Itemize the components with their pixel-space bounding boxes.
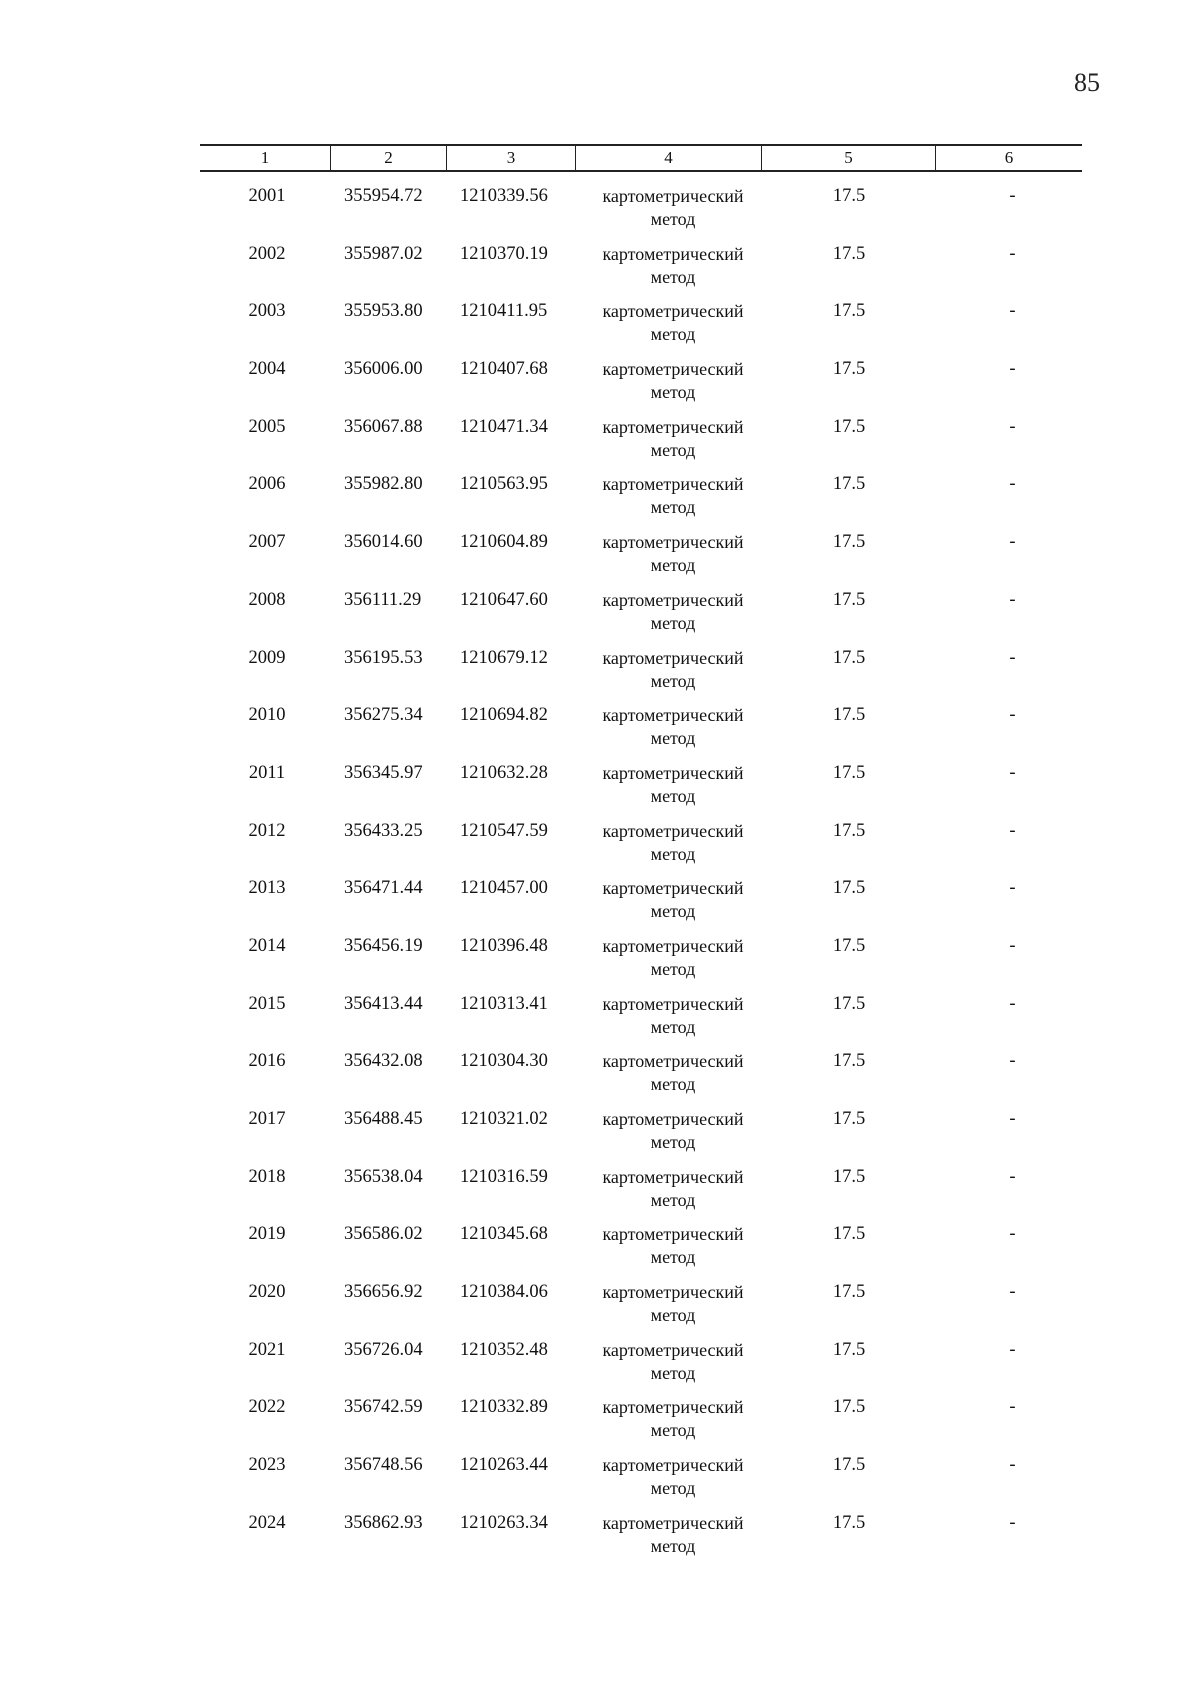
table-row (200, 1050, 1082, 1108)
table-row (200, 531, 1082, 589)
table-row (200, 877, 1082, 935)
header-col-2: 2 (330, 146, 446, 170)
table-row (200, 589, 1082, 647)
method-line-2: метод (650, 209, 696, 229)
accuracy: 17.5 (832, 1512, 866, 1533)
method-line-2: метод (650, 670, 696, 691)
coord-x: 356413.44 (344, 993, 423, 1014)
coord-x: 356014.60 (344, 532, 423, 553)
method-line-1: картометрический (602, 416, 744, 437)
table-row (200, 473, 1082, 531)
accuracy: 17.5 (832, 1339, 866, 1360)
point-id: 2011 (248, 762, 286, 783)
table-row (200, 820, 1082, 878)
page-number: 85 (1074, 68, 1100, 97)
coord-y: 1210604.89 (460, 532, 548, 553)
method-line-2: метод (650, 1420, 696, 1441)
method (575, 877, 761, 935)
accuracy: 17.5 (832, 705, 866, 726)
note: - (1009, 1339, 1016, 1360)
point-id: 2022 (248, 1397, 286, 1418)
coord-y: 1210345.68 (460, 1224, 548, 1245)
point-id: 2024 (248, 1512, 286, 1533)
coord-y: 1210411.95 (460, 301, 548, 322)
header-col-4: 4 (575, 146, 761, 170)
note: - (1009, 1455, 1016, 1476)
method-line-2: метод (650, 1535, 696, 1556)
method-line-1: картометрический (602, 474, 744, 495)
table-row (200, 704, 1082, 762)
coord-y: 1210396.48 (460, 935, 548, 956)
note: - (1009, 878, 1016, 899)
accuracy: 17.5 (832, 243, 866, 264)
point-id: 2017 (248, 1109, 286, 1129)
note: - (1009, 186, 1016, 206)
coord-y: 1210263.44 (460, 1455, 548, 1476)
point-id: 2018 (248, 1166, 286, 1187)
note: - (1009, 820, 1016, 841)
point-id: 2010 (248, 705, 286, 726)
note: - (1009, 762, 1016, 783)
accuracy: 17.5 (832, 1282, 866, 1303)
method-line-1: картометрический (602, 878, 744, 899)
method (575, 243, 761, 301)
table-row (200, 1223, 1082, 1281)
method-line-2: метод (650, 439, 696, 460)
method (575, 300, 761, 358)
coord-x: 356471.44 (344, 878, 423, 899)
accuracy: 17.5 (832, 1166, 866, 1187)
method-line-2: метод (650, 1132, 696, 1152)
table-row (200, 1454, 1082, 1512)
note: - (1009, 359, 1016, 380)
table-row (200, 762, 1082, 820)
accuracy: 17.5 (832, 1455, 866, 1476)
method-line-1: картометрический (602, 762, 744, 783)
method-line-1: картометрический (602, 705, 744, 726)
coord-y: 1210352.48 (460, 1339, 548, 1360)
coord-x: 355987.02 (344, 243, 423, 264)
method (575, 416, 761, 474)
accuracy: 17.5 (832, 1397, 866, 1418)
method-line-1: картометрический (602, 1282, 744, 1303)
table-row (200, 647, 1082, 705)
table-row (200, 243, 1082, 301)
header-col-3: 3 (446, 146, 575, 170)
note: - (1009, 301, 1016, 322)
method-line-2: метод (650, 497, 696, 518)
accuracy: 17.5 (832, 474, 866, 495)
note: - (1009, 935, 1016, 956)
method-line-1: картометрический (602, 820, 744, 841)
method (575, 820, 761, 878)
note: - (1009, 1224, 1016, 1245)
method (575, 1281, 761, 1339)
note: - (1009, 243, 1016, 264)
method-line-2: метод (650, 901, 696, 922)
method (575, 1396, 761, 1454)
point-id: 2014 (248, 935, 286, 956)
method-line-1: картометрический (602, 301, 744, 322)
coord-y: 1210370.19 (460, 243, 548, 264)
note: - (1009, 532, 1016, 553)
method-line-2: метод (650, 1305, 696, 1326)
note: - (1009, 993, 1016, 1014)
coord-x: 356433.25 (344, 820, 423, 841)
point-id: 2016 (248, 1051, 286, 1072)
coord-y: 1210457.00 (460, 878, 548, 899)
method-line-2: метод (650, 1478, 696, 1499)
coord-y: 1210321.02 (460, 1109, 548, 1129)
coord-x: 356726.04 (344, 1339, 423, 1360)
method (575, 1166, 761, 1224)
table-row (200, 1281, 1082, 1339)
coord-x: 356456.19 (344, 935, 423, 956)
method-line-1: картометрический (602, 1109, 744, 1129)
method-line-1: картометрический (602, 589, 744, 610)
coord-x: 356195.53 (344, 647, 423, 668)
accuracy: 17.5 (832, 532, 866, 553)
note: - (1009, 1051, 1016, 1072)
method (575, 473, 761, 531)
method (575, 358, 761, 416)
accuracy: 17.5 (832, 993, 866, 1014)
coord-x: 356067.88 (344, 416, 423, 437)
note: - (1009, 1397, 1016, 1418)
method (575, 1512, 761, 1570)
point-id: 2007 (248, 532, 286, 553)
point-id: 2008 (248, 589, 286, 610)
table-row (200, 358, 1082, 416)
point-id: 2023 (248, 1455, 286, 1476)
coord-y: 1210563.95 (460, 474, 548, 495)
accuracy: 17.5 (832, 359, 866, 380)
method (575, 1339, 761, 1397)
method (575, 704, 761, 762)
accuracy: 17.5 (832, 762, 866, 783)
method (575, 185, 761, 243)
method-line-2: метод (650, 1016, 696, 1037)
method-line-1: картометрический (602, 1166, 744, 1187)
method-line-2: метод (650, 1074, 696, 1095)
coord-y: 1210647.60 (460, 589, 548, 610)
accuracy: 17.5 (832, 878, 866, 899)
coord-y: 1210304.30 (460, 1051, 548, 1072)
coord-y: 1210384.06 (460, 1282, 548, 1303)
method (575, 993, 761, 1051)
method-line-1: картометрический (602, 1051, 744, 1072)
method-line-2: метод (650, 1247, 696, 1268)
method (575, 1454, 761, 1512)
table-row (200, 935, 1082, 993)
point-id: 2002 (248, 243, 286, 264)
note: - (1009, 705, 1016, 726)
coord-y: 1210471.34 (460, 416, 548, 437)
coord-y: 1210316.59 (460, 1166, 548, 1187)
coord-x: 356432.08 (344, 1051, 423, 1072)
coordinates-table (200, 144, 1082, 1570)
accuracy: 17.5 (832, 1051, 866, 1072)
note: - (1009, 474, 1016, 495)
method-line-1: картометрический (602, 1339, 744, 1360)
table-header (200, 144, 1082, 172)
accuracy: 17.5 (832, 589, 866, 610)
point-id: 2020 (248, 1282, 286, 1303)
point-id: 2001 (248, 186, 286, 206)
method-line-2: метод (650, 785, 696, 806)
method (575, 531, 761, 589)
method-line-2: метод (650, 324, 696, 345)
coord-x: 355954.72 (344, 186, 423, 206)
method-line-1: картометрический (602, 993, 744, 1014)
method-line-1: картометрический (602, 186, 744, 206)
table-row (200, 1166, 1082, 1224)
coord-x: 356742.59 (344, 1397, 423, 1418)
note: - (1009, 647, 1016, 668)
coord-x: 356586.02 (344, 1224, 423, 1245)
method (575, 647, 761, 705)
note: - (1009, 589, 1016, 610)
method-line-1: картометрический (602, 243, 744, 264)
point-id: 2015 (248, 993, 286, 1014)
method-line-1: картометрический (602, 532, 744, 553)
note: - (1009, 1109, 1016, 1129)
method-line-2: метод (650, 266, 696, 287)
point-id: 2004 (248, 359, 286, 380)
coord-x: 356488.45 (344, 1109, 423, 1129)
point-id: 2009 (248, 647, 286, 668)
coord-y: 1210547.59 (460, 820, 548, 841)
method-line-1: картометрический (602, 359, 744, 380)
header-col-6: 6 (935, 146, 1082, 170)
coord-x: 356111.29 (344, 589, 422, 610)
method-line-1: картометрический (602, 1512, 744, 1533)
coord-y: 1210407.68 (460, 359, 548, 380)
method-line-1: картометрический (602, 1224, 744, 1245)
accuracy: 17.5 (832, 820, 866, 841)
method (575, 935, 761, 993)
coord-x: 356538.04 (344, 1166, 423, 1187)
coord-x: 356006.00 (344, 359, 423, 380)
table-row (200, 1339, 1082, 1397)
point-id: 2006 (248, 474, 286, 495)
accuracy: 17.5 (832, 186, 866, 206)
coord-y: 1210313.41 (460, 993, 548, 1014)
coord-y: 1210694.82 (460, 705, 548, 726)
note: - (1009, 1282, 1016, 1303)
method (575, 762, 761, 820)
accuracy: 17.5 (832, 301, 866, 322)
coord-x: 356862.93 (344, 1512, 423, 1533)
coord-y: 1210632.28 (460, 762, 548, 783)
method-line-2: метод (650, 1189, 696, 1210)
method (575, 1050, 761, 1108)
point-id: 2012 (248, 820, 286, 841)
coord-y: 1210679.12 (460, 647, 548, 668)
accuracy: 17.5 (832, 1109, 866, 1129)
point-id: 2013 (248, 878, 286, 899)
table-row (200, 1396, 1082, 1454)
point-id: 2019 (248, 1224, 286, 1245)
note: - (1009, 1166, 1016, 1187)
header-col-5: 5 (761, 146, 935, 170)
note: - (1009, 416, 1016, 437)
header-col-1: 1 (260, 148, 270, 167)
method (575, 589, 761, 647)
coord-x: 356656.92 (344, 1282, 423, 1303)
method-line-1: картометрический (602, 1397, 744, 1418)
table-row (200, 1108, 1082, 1166)
method-line-1: картометрический (602, 1455, 744, 1476)
method-line-2: метод (650, 382, 696, 403)
coord-y: 1210332.89 (460, 1397, 548, 1418)
table-row (200, 300, 1082, 358)
coord-y: 1210339.56 (460, 186, 548, 206)
method-line-2: метод (650, 612, 696, 633)
accuracy: 17.5 (832, 416, 866, 437)
method-line-1: картометрический (602, 647, 744, 668)
method-line-2: метод (650, 843, 696, 864)
coord-y: 1210263.34 (460, 1512, 548, 1533)
point-id: 2003 (248, 301, 286, 322)
coord-x: 356345.97 (344, 762, 423, 783)
method-line-1: картометрический (602, 935, 744, 956)
method-line-2: метод (650, 1362, 696, 1383)
table-body (200, 185, 1082, 1570)
coord-x: 356275.34 (344, 705, 423, 726)
table-row (200, 993, 1082, 1051)
table-row (200, 1512, 1082, 1570)
method (575, 1223, 761, 1281)
point-id: 2021 (248, 1339, 286, 1360)
note: - (1009, 1512, 1016, 1533)
coord-x: 356748.56 (344, 1455, 423, 1476)
table-row (200, 185, 1082, 243)
method-line-2: метод (650, 728, 696, 749)
method-line-2: метод (650, 555, 696, 576)
accuracy: 17.5 (832, 1224, 866, 1245)
method (575, 1108, 761, 1166)
method-line-2: метод (650, 958, 696, 979)
point-id: 2005 (248, 416, 286, 437)
accuracy: 17.5 (832, 935, 866, 956)
accuracy: 17.5 (832, 647, 866, 668)
coord-x: 355953.80 (344, 301, 423, 322)
table-row (200, 416, 1082, 474)
coord-x: 355982.80 (344, 474, 423, 495)
